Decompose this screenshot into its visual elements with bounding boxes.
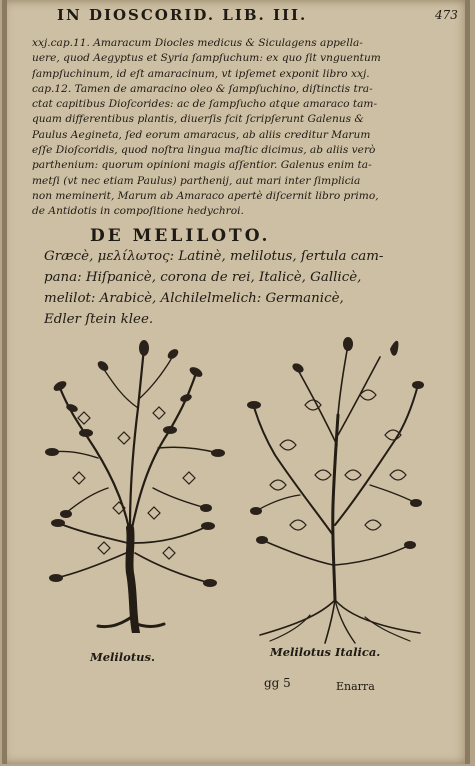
text-line: non meminerit, Marum ab Amaraco apertè diſcernit libro primo, bbox=[32, 189, 379, 202]
page-edge-left bbox=[2, 0, 7, 764]
section-heading: DE MELILOTO. bbox=[90, 226, 271, 246]
text-line: de Antidotis in compoſitione hedychroi. bbox=[32, 205, 244, 218]
text-line: quam differentibus plantis, diuerſis fcit ſcripſerunt Galenus & bbox=[32, 113, 364, 126]
catchword: Enarra bbox=[336, 680, 375, 693]
text-line: xxj.cap.11. Amaracum Diocles medicus & Siculagens appella- bbox=[32, 37, 363, 49]
text-line: ſampſuchinum, id eſt amaracinum, vt ipſemet exponit libro xxj. bbox=[32, 67, 370, 80]
book-page bbox=[2, 0, 470, 764]
signature-mark: gg 5 bbox=[264, 676, 291, 690]
text-line: uere, quod Aegyptus et Syria ſampſuchum: ex quo ſit vnguentum bbox=[32, 52, 381, 65]
melilotus-italica-woodcut bbox=[240, 335, 430, 645]
text-line: parthenium: quorum opinioni magis aſſentior. Galenus enim ta- bbox=[32, 159, 372, 172]
synonym-line: Græcè, μελίλωτος: Latinè, melilotus, ſertula cam- bbox=[44, 249, 384, 264]
text-line: eſſe Dioſcoridis, quod noſtra lingua maſtic dicimus, ab aliis verò bbox=[32, 144, 376, 157]
synonym-line: Edler ſtein klee. bbox=[44, 312, 154, 327]
page-edge-right bbox=[465, 0, 470, 764]
synonym-line: pana: Hiſpanicè, corona de rei, Italicè, Gallicè, bbox=[44, 270, 362, 285]
synonym-line: melilot: Arabicè, Alchilelmelich: Germanicè, bbox=[44, 291, 344, 306]
text-line: Paulus Aegineta, ſed eorum amaracus, ab aliis creditur Marum bbox=[32, 128, 371, 141]
running-head: IN DIOSCORID. LIB. III. bbox=[57, 6, 308, 24]
text-line: metſi (vt nec etiam Paulus) parthenij, aut mari inter ſimplicia bbox=[32, 174, 361, 187]
text-line: ctat capitibus Dioſcorides: ac de ſampſucho atque amaraco tam- bbox=[32, 98, 378, 111]
melilotus-woodcut bbox=[38, 338, 230, 633]
page-number: 473 bbox=[435, 8, 458, 22]
figure-caption-left: Melilotus. bbox=[90, 650, 155, 664]
figure-caption-right: Melilotus Italica. bbox=[270, 645, 381, 659]
commentary-paragraph bbox=[32, 36, 442, 220]
text-line: cap.12. Tamen de amaracino oleo & ſampſuchino, diſtinctis tra- bbox=[32, 82, 373, 95]
synonyms-block bbox=[44, 246, 454, 330]
